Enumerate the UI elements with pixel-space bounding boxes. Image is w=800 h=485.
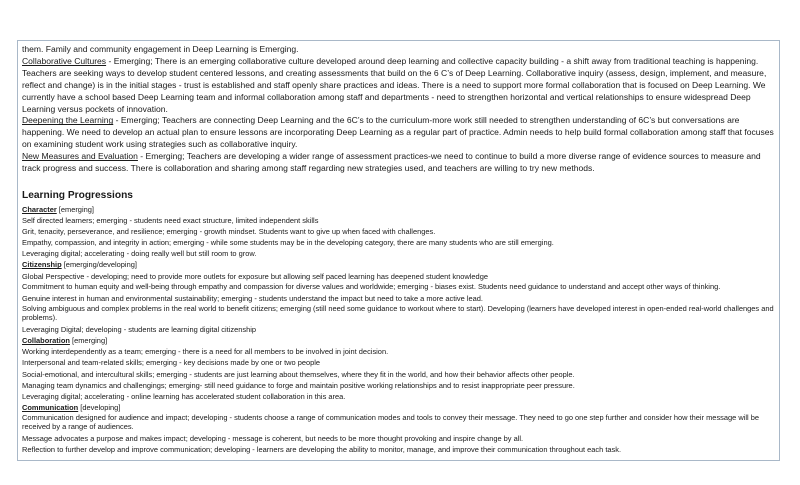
paragraph-collaborative-cultures <box>22 56 775 116</box>
list-item: Reflection to further develop and improve communication; developing - learners are developing the ability to monitor, manage, and improve their communication throughout each task. <box>22 445 622 455</box>
paragraph-new-measures <box>22 151 775 175</box>
list-item: Grit, tenacity, perseverance, and resilience; emerging - growth mindset. Students want to give up when faced with challenges. <box>22 227 436 237</box>
list-item: Social-emotional, and intercultural skills; emerging - students are just learning about themselves, where they fit in the world, and how their behavior affects other people. <box>22 369 575 379</box>
list-item: Working interdependently as a team; emerging - there is a need for all members to be involved in joint decision. <box>22 347 389 357</box>
paragraph-label: Collaborative Cultures <box>22 55 107 66</box>
paragraph-text: - Emerging; There is an emerging collaborative culture developed around deep learning and collective capacity building - a shift away from traditional teaching is happening. Teachers are seeking ways to develop student centered lessons, and creating assessments that build on the 6 C’s of Deep Learning. Collaborative inquiry (assess, design, implement, and measure, reflect and change) is in the initial stages - trust is established and staff openly share practices and ideas. There is a need to support more formal collaboration that is focused on Deep Learning. We currently have a school based Deep Learning team and informal collaboration among staff and departments - need to strengthen horizontal and vertical relationships to ensure widespread Deep Learning versus pockets of innovation. <box>22 55 767 114</box>
list-item: Self directed learners; emerging - students need exact structure, limited independent skills <box>22 216 319 226</box>
section-heading: Learning Progressions <box>22 189 133 201</box>
list-item: Solving ambiguous and complex problems in the real world to benefit citizens; emerging (still need some guidance to workout where to start). Developing (learners have developed interest in open-ended real-world challenges and problems). <box>22 303 774 323</box>
category-name: Communication <box>22 402 79 412</box>
list-item: Commitment to human equity and well-being through empathy and compassion for diverse values and worldwide; emerging - biases exist. Students need guidance to understand and accept other ways of thinking. <box>22 281 721 291</box>
list-item: Empathy, compassion, and integrity in action; emerging - while some students may be in the developing category, there are many students who are still emerging. <box>22 238 554 248</box>
category-status: [emerging] <box>56 204 94 214</box>
category-name: Citizenship <box>22 260 62 270</box>
paragraph-text: - Emerging; Teachers are developing a wider range of assessment practices-we need to continue to build a more diverse range of evidence sources to measure and track progress and success. There is collaboration and sharing among staff regarding new strategies used, and teachers are willing to try new methods. <box>22 151 761 174</box>
category-citizenship <box>22 259 775 270</box>
document-frame <box>17 40 780 461</box>
paragraph-label: New Measures and Evaluation <box>22 151 138 162</box>
category-status: [emerging/developing] <box>61 260 137 270</box>
category-name: Character <box>22 204 57 214</box>
category-status: [emerging] <box>69 336 108 346</box>
paragraph-label: Deepening the Learning <box>22 115 114 126</box>
paragraph-text: - Emerging; Teachers are connecting Deep Learning and the 6C’s to the curriculum-more work still needed to strengthen understanding of 6C’s but conversations are happening. We need to develop an actual plan to ensure lessons are incorporating Deep Learning as a regular part of practice. Admin needs to help build formal collaboration among staff that focuses on examining student work using strategies such as collaborative inquiry. <box>22 115 774 150</box>
intro-line: them. Family and community engagement in Deep Learning is Emerging. <box>22 44 299 54</box>
list-item: Communication designed for audience and impact; developing - students choose a range of communication modes and tools to convey their message. They need to go one step further and consider how their message will be received by a range of audiences. <box>22 412 760 432</box>
category-name: Collaboration <box>22 336 70 346</box>
category-communication <box>22 402 775 413</box>
list-item: Genuine interest in human and environmental sustainability; emerging - students understand the impact but need to take a more active lead. <box>22 293 483 303</box>
list-item: Message advocates a purpose and makes impact; developing - message is coherent, but needs to be more thought provoking and inspire change by all. <box>22 434 524 444</box>
category-status: [developing] <box>78 402 121 412</box>
category-character <box>22 204 775 215</box>
paragraph-deepening-learning <box>22 115 775 151</box>
list-item: Managing team dynamics and challengings; emerging- still need guidance to forge and maintain positive working relationships and to resist inappropriate peer pressure. <box>22 380 575 390</box>
list-item: Interpersonal and team-related skills; emerging - key decisions made by one or two people <box>22 358 321 368</box>
list-item: Leveraging digital; accelerating - online learning has accelerated student collaboration in this area. <box>22 391 346 401</box>
category-collaboration <box>22 335 775 346</box>
list-item: Leveraging Digital; developing - students are learning digital citizenship <box>22 325 257 335</box>
list-item: Leveraging digital; accelerating - doing really well but still room to grow. <box>22 249 257 259</box>
list-item: Global Perspective - developing; need to provide more outlets for exposure but allowing self paced learning has deepened student knowledge <box>22 271 488 281</box>
